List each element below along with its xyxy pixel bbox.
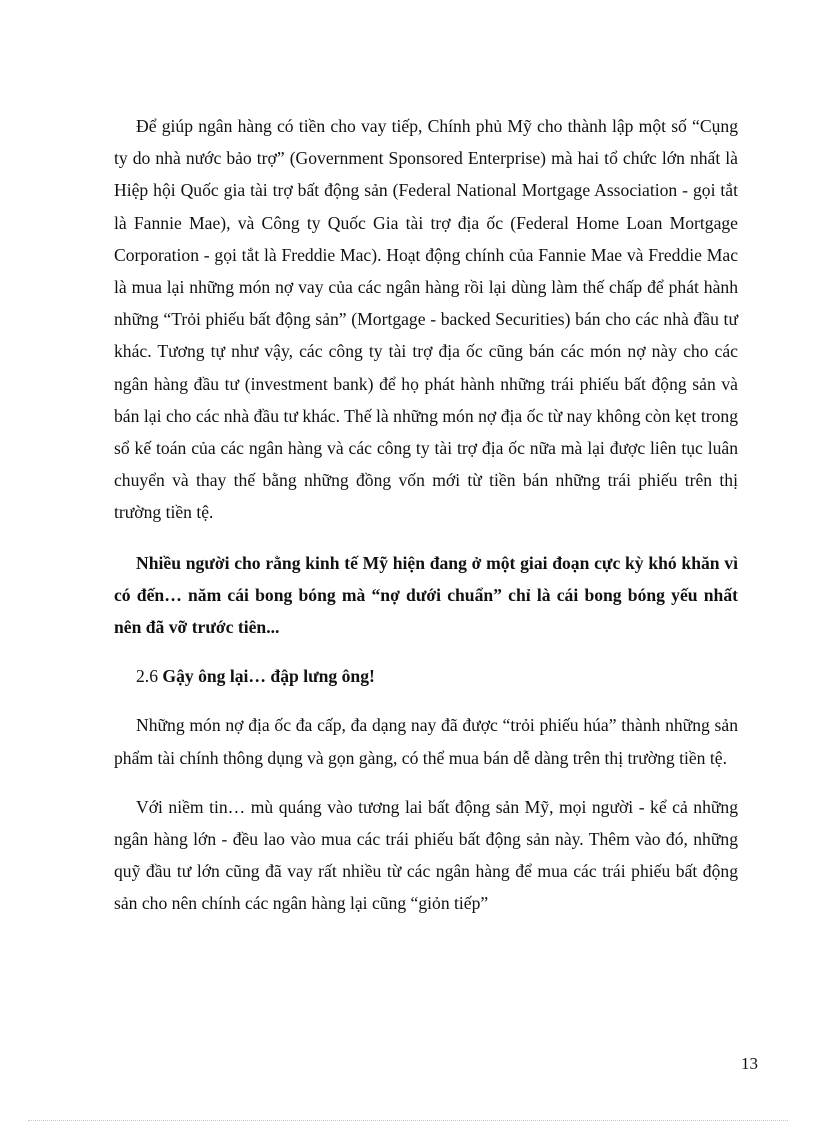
section-title: Gậy ông lại… đập lưng ông! [162, 666, 375, 687]
paragraph-blind-faith: Với niềm tin… mù quáng vào tương lai bất động sản Mỹ, mọi người - kể cả những ngân hàng lớn - đều lao vào mua các trái phiếu bất động sản này. Thêm vào đó, những quỹ đầu tư lớn cũng đã vay rất nhiều từ các ngân hàng để mua các trái phiếu bất động sản cho nên chính các ngân hàng lại cũng “giỏn tiếp” [114, 796, 738, 914]
page-body [114, 110, 738, 920]
section-heading [114, 660, 738, 692]
section-number: 2.6 [136, 666, 158, 687]
footer-divider [28, 1120, 788, 1121]
paragraph-gse-mortgage-securities: Để giúp ngân hàng có tiền cho vay tiếp, Chính phủ Mỹ cho thành lập một số “Cụng ty do nhà nước bảo trợ” (Government Sponsored Enterprise) mà hai tổ chức lớn nhất là Hiệp hội Quốc gia tài trợ bất động sản (Federal National Mortgage Association - gọi tắt là Fannie Mae), và Công ty Quốc Gia tài trợ địa ốc (Federal Home Loan Mortgage Corporation - gọi tắt là Freddie Mac). Hoạt động chính của Fannie Mae và Freddie Mac là mua lại những món nợ vay của các ngân hàng rồi lại dùng làm thế chấp để phát hành những “Trỏi phiếu bất động sản” (Mortgage - backed Securities) bán cho các nhà đầu tư khác. Tương tự như vậy, các công ty tài trợ địa ốc cũng bán các món nợ này cho các ngân hàng đầu tư (investment bank) để họ phát hành những trái phiếu bất động sản và bán lại cho các nhà đầu tư khác. Thế là những món nợ địa ốc từ nay không còn kẹt trong sổ kế toán của các ngân hàng và các công ty tài trợ địa ốc nữa mà lại được liên tục luân chuyển và thay thế bằng những đồng vốn mới từ tiền bán những trái phiếu trên thị trường tiền tệ. [114, 116, 738, 523]
paragraph-bold-bubbles: Nhiều người cho rằng kinh tế Mỹ hiện đang ở một giai đoạn cực kỳ khó khăn vì có đến… năm cái bong bóng mà “nợ dưới chuẩn” chỉ là cái bong bóng yếu nhất nên đã vỡ trước tiên... [114, 552, 738, 638]
page-number: 13 [741, 1054, 758, 1073]
paragraph-securitization: Những món nợ địa ốc đa cấp, đa dạng nay đã được “trỏi phiếu húa” thành những sản phẩm tài chính thông dụng và gọn gàng, có thể mua bán dễ dàng trên thị trường tiền tệ. [114, 715, 738, 768]
